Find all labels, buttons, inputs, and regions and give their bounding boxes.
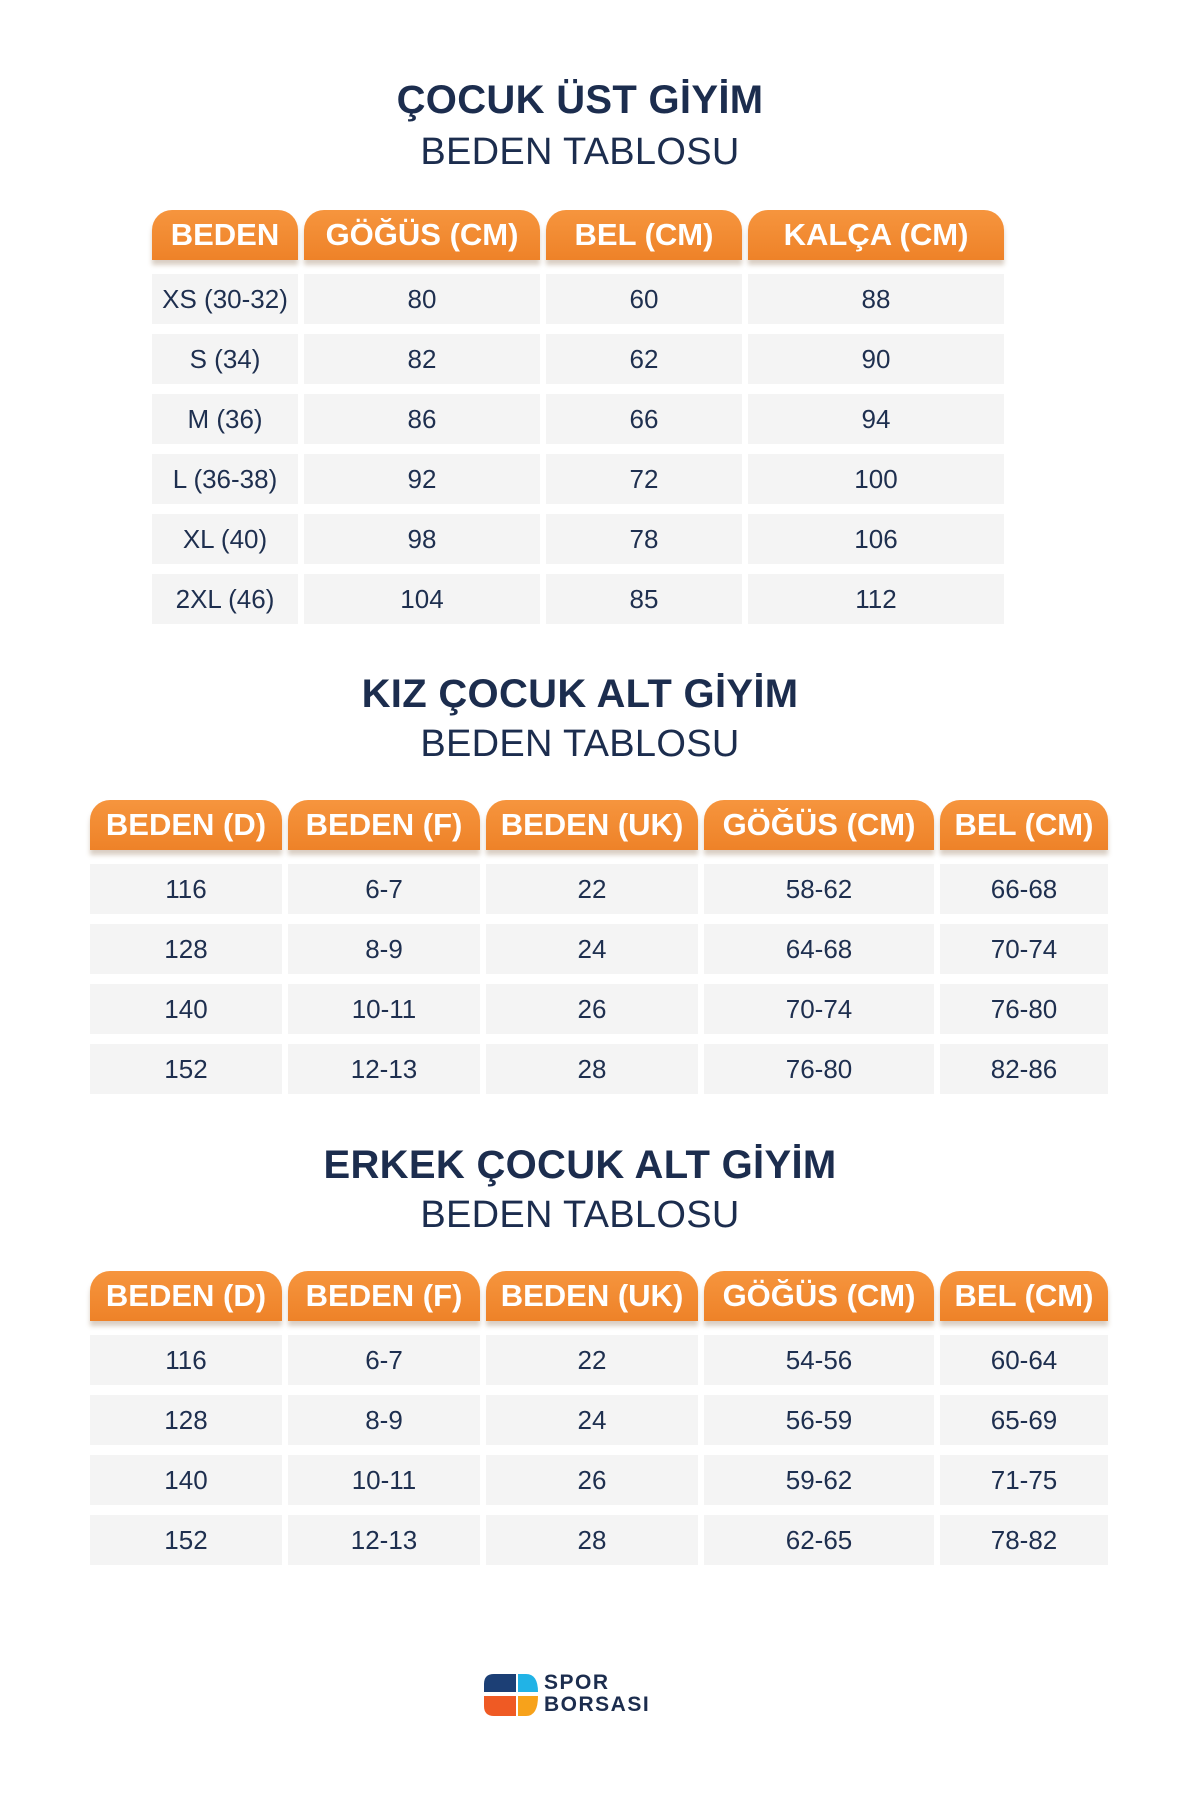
table-cell: XL (40) bbox=[152, 514, 298, 564]
table-header: GÖĞÜS (CM) bbox=[704, 1271, 934, 1321]
table-header: BEL (CM) bbox=[940, 1271, 1108, 1321]
table-cell: 112 bbox=[748, 574, 1004, 624]
logo-line-2: BORSASI bbox=[544, 1693, 651, 1716]
table-row bbox=[152, 274, 1004, 324]
section-2-subtitle: BEDEN TABLOSU bbox=[420, 723, 740, 765]
table-cell: 2XL (46) bbox=[152, 574, 298, 624]
table-cell: 54-56 bbox=[704, 1335, 934, 1385]
table-cell: 72 bbox=[546, 454, 742, 504]
table-row bbox=[152, 514, 1004, 564]
table-cell: 65-69 bbox=[940, 1395, 1108, 1445]
table-cell: 24 bbox=[486, 924, 698, 974]
table-cell: 140 bbox=[90, 1455, 282, 1505]
table-cell: 94 bbox=[748, 394, 1004, 444]
table-header: BEDEN (UK) bbox=[486, 1271, 698, 1321]
table-cell: 8-9 bbox=[288, 1395, 480, 1445]
table-cell: 6-7 bbox=[288, 864, 480, 914]
table-header: BEDEN bbox=[152, 210, 298, 260]
logo-wordmark bbox=[544, 1672, 650, 1716]
logo-line-1: SPOR bbox=[544, 1671, 610, 1694]
table-cell: 116 bbox=[90, 864, 282, 914]
table-row bbox=[90, 924, 1108, 974]
table-cell: 78-82 bbox=[940, 1515, 1108, 1565]
table-row bbox=[152, 454, 1004, 504]
table-cell: 78 bbox=[546, 514, 742, 564]
table-header: GÖĞÜS (CM) bbox=[704, 800, 934, 850]
size-table-top-wear bbox=[152, 210, 1004, 624]
table-cell: 80 bbox=[304, 274, 540, 324]
table-header: GÖĞÜS (CM) bbox=[304, 210, 540, 260]
table-row bbox=[152, 574, 1004, 624]
section-3-subtitle: BEDEN TABLOSU bbox=[420, 1194, 740, 1236]
table-cell: M (36) bbox=[152, 394, 298, 444]
size-table-girls-bottom bbox=[90, 800, 1108, 1094]
table-cell: 85 bbox=[546, 574, 742, 624]
table-cell: 62-65 bbox=[704, 1515, 934, 1565]
section-1-subtitle: BEDEN TABLOSU bbox=[420, 131, 740, 173]
table-row bbox=[90, 984, 1108, 1034]
table-cell: 22 bbox=[486, 864, 698, 914]
table-row bbox=[90, 1395, 1108, 1445]
table-header: BEDEN (F) bbox=[288, 1271, 480, 1321]
table-cell: 92 bbox=[304, 454, 540, 504]
logo-mark-icon bbox=[482, 1672, 540, 1718]
table-cell: 58-62 bbox=[704, 864, 934, 914]
table-cell: 22 bbox=[486, 1335, 698, 1385]
table-cell: L (36-38) bbox=[152, 454, 298, 504]
table-header: BEDEN (UK) bbox=[486, 800, 698, 850]
table-cell: 66-68 bbox=[940, 864, 1108, 914]
size-table-boys-bottom bbox=[90, 1271, 1108, 1565]
table-cell: 98 bbox=[304, 514, 540, 564]
table-cell: 128 bbox=[90, 1395, 282, 1445]
table-cell: 90 bbox=[748, 334, 1004, 384]
table-cell: 66 bbox=[546, 394, 742, 444]
table-cell: 10-11 bbox=[288, 984, 480, 1034]
table-row bbox=[90, 1044, 1108, 1094]
table-cell: 56-59 bbox=[704, 1395, 934, 1445]
table-cell: 71-75 bbox=[940, 1455, 1108, 1505]
table-row bbox=[90, 1515, 1108, 1565]
spor-borsasi-logo bbox=[482, 1672, 682, 1718]
table-cell: 76-80 bbox=[704, 1044, 934, 1094]
table-cell: 8-9 bbox=[288, 924, 480, 974]
table-cell: 12-13 bbox=[288, 1044, 480, 1094]
table-cell: 28 bbox=[486, 1044, 698, 1094]
table-cell: 116 bbox=[90, 1335, 282, 1385]
table-cell: 60 bbox=[546, 274, 742, 324]
table-row bbox=[90, 1335, 1108, 1385]
table-cell: XS (30-32) bbox=[152, 274, 298, 324]
table-cell: 70-74 bbox=[940, 924, 1108, 974]
table-cell: 140 bbox=[90, 984, 282, 1034]
table-cell: 10-11 bbox=[288, 1455, 480, 1505]
table-cell: 100 bbox=[748, 454, 1004, 504]
table-header: BEL (CM) bbox=[940, 800, 1108, 850]
table-header: BEDEN (D) bbox=[90, 1271, 282, 1321]
table-row bbox=[90, 864, 1108, 914]
table-row bbox=[152, 334, 1004, 384]
table-cell: 60-64 bbox=[940, 1335, 1108, 1385]
table-cell: 6-7 bbox=[288, 1335, 480, 1385]
table-cell: 82 bbox=[304, 334, 540, 384]
table-cell: 152 bbox=[90, 1515, 282, 1565]
section-3-title: ERKEK ÇOCUK ALT GİYİM bbox=[323, 1143, 837, 1187]
table-cell: 26 bbox=[486, 984, 698, 1034]
table-cell: 88 bbox=[748, 274, 1004, 324]
table-cell: 62 bbox=[546, 334, 742, 384]
table-cell: 76-80 bbox=[940, 984, 1108, 1034]
table-cell: S (34) bbox=[152, 334, 298, 384]
table-cell: 152 bbox=[90, 1044, 282, 1094]
table-header: BEDEN (D) bbox=[90, 800, 282, 850]
table-cell: 64-68 bbox=[704, 924, 934, 974]
table-cell: 128 bbox=[90, 924, 282, 974]
table-cell: 104 bbox=[304, 574, 540, 624]
table-cell: 106 bbox=[748, 514, 1004, 564]
table-header: BEDEN (F) bbox=[288, 800, 480, 850]
table-cell: 28 bbox=[486, 1515, 698, 1565]
section-1-title: ÇOCUK ÜST GİYİM bbox=[396, 78, 764, 122]
table-header: KALÇA (CM) bbox=[748, 210, 1004, 260]
table-cell: 82-86 bbox=[940, 1044, 1108, 1094]
section-2-title: KIZ ÇOCUK ALT GİYİM bbox=[361, 672, 799, 716]
table-row bbox=[90, 1455, 1108, 1505]
table-cell: 59-62 bbox=[704, 1455, 934, 1505]
table-cell: 12-13 bbox=[288, 1515, 480, 1565]
table-header: BEL (CM) bbox=[546, 210, 742, 260]
table-cell: 24 bbox=[486, 1395, 698, 1445]
table-cell: 86 bbox=[304, 394, 540, 444]
table-row bbox=[152, 394, 1004, 444]
table-cell: 26 bbox=[486, 1455, 698, 1505]
table-cell: 70-74 bbox=[704, 984, 934, 1034]
